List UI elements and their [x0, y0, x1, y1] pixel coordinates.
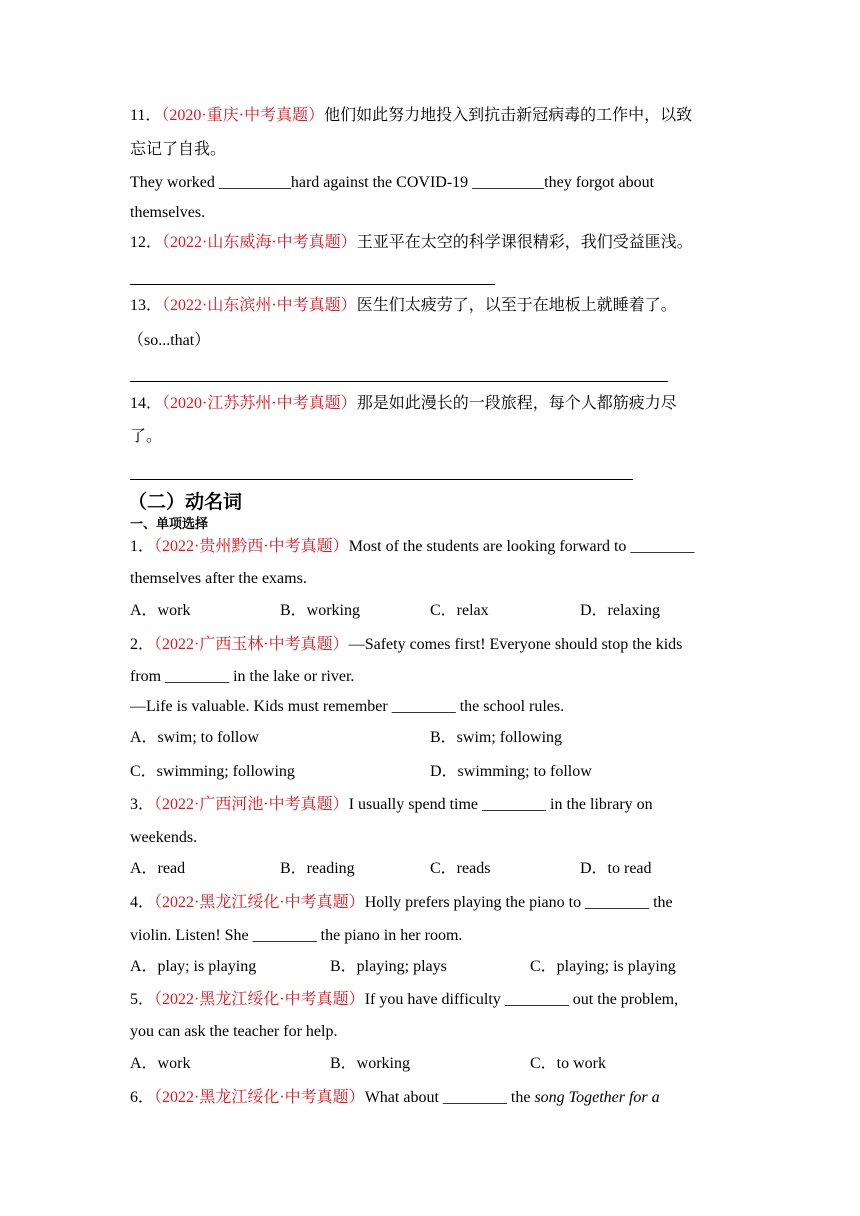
- question-text: —Safety comes first! Everyone should stop the kids: [348, 636, 683, 653]
- option-b[interactable]: B．reading: [280, 860, 355, 877]
- question-14-line2: 了。: [130, 428, 163, 445]
- question-14: [130, 394, 677, 414]
- question-number: 5．: [130, 991, 155, 1008]
- option-b[interactable]: B．playing; plays: [330, 958, 447, 975]
- answer-line: [130, 381, 668, 382]
- question-number: 2．: [130, 636, 155, 653]
- option-a[interactable]: A．play; is playing: [130, 958, 257, 975]
- question-source: （2020·重庆·中考真题）: [161, 107, 325, 124]
- option-a[interactable]: A．work: [130, 1055, 191, 1072]
- question-number: 14．: [130, 395, 163, 412]
- question-12: [130, 233, 693, 253]
- question-text: Most of the students are looking forward to ________: [348, 538, 695, 555]
- question-source: （2022·广西玉林·中考真题）: [154, 636, 349, 653]
- question-source: （2022·山东威海·中考真题）: [162, 234, 357, 251]
- mc-question-4-line2: violin. Listen! She ________ the piano in her room.: [130, 927, 463, 944]
- question-number: 11．: [130, 107, 162, 124]
- question-text: Holly prefers playing the piano to ________ the: [364, 894, 673, 911]
- mc-question-2-line2: from ________ in the lake or river.: [130, 668, 355, 685]
- question-text: 医生们太疲劳了，以至于在地板上就睡着了。: [356, 297, 677, 314]
- option-d[interactable]: D．relaxing: [580, 602, 660, 619]
- subsection-title: 一、单项选择: [130, 517, 209, 532]
- question-text: 他们如此努力地投入到抗击新冠病毒的工作中，以致: [324, 107, 693, 124]
- question-source: （2022·黑龙江绥化·中考真题）: [154, 991, 365, 1008]
- question-number: 6．: [130, 1089, 155, 1106]
- option-c[interactable]: C．swimming; following: [130, 763, 295, 780]
- option-a[interactable]: A．read: [130, 860, 186, 877]
- mc-question-1: [130, 537, 694, 557]
- question-number: 13．: [130, 297, 163, 314]
- option-d[interactable]: D．to read: [580, 860, 652, 877]
- question-source: （2022·山东滨州·中考真题）: [162, 297, 357, 314]
- question-number: 1．: [130, 538, 155, 555]
- mc-question-5: [130, 990, 678, 1010]
- mc-question-3: [130, 795, 653, 815]
- mc-question-2: [130, 635, 682, 655]
- mc-question-2-line3: —Life is valuable. Kids must remember ________ the school rules.: [130, 698, 565, 715]
- question-13: [130, 296, 677, 316]
- question-11: [130, 106, 692, 126]
- question-13-hint: （so...that）: [128, 332, 211, 349]
- question-number: 3．: [130, 796, 155, 813]
- option-a[interactable]: A．swim; to follow: [130, 729, 259, 746]
- answer-line: [130, 479, 633, 480]
- mc-question-5-line2: you can ask the teacher for help.: [130, 1023, 338, 1040]
- question-number: 4．: [130, 894, 155, 911]
- option-c[interactable]: C．playing; is playing: [530, 958, 676, 975]
- question-source: （2022·贵州黔西·中考真题）: [154, 538, 349, 555]
- song-title: song Together for a: [534, 1089, 660, 1106]
- option-a[interactable]: A．work: [130, 602, 191, 619]
- mc-question-1-line2: themselves after the exams.: [130, 570, 307, 587]
- option-c[interactable]: C．relax: [430, 602, 489, 619]
- question-source: （2022·黑龙江绥化·中考真题）: [154, 1089, 365, 1106]
- question-source: （2022·黑龙江绥化·中考真题）: [154, 894, 365, 911]
- question-text: If you have difficulty ________ out the problem,: [364, 991, 679, 1008]
- question-text: I usually spend time ________ in the library on: [348, 796, 653, 813]
- option-b[interactable]: B．swim; following: [430, 729, 563, 746]
- mc-question-3-line2: weekends.: [130, 829, 198, 846]
- section-title: （二）动名词: [128, 491, 243, 513]
- option-b[interactable]: B．working: [280, 602, 361, 619]
- question-text: What about ________ the: [364, 1089, 535, 1106]
- option-c[interactable]: C．reads: [430, 860, 491, 877]
- mc-question-4: [130, 893, 673, 913]
- option-b[interactable]: B．working: [330, 1055, 411, 1072]
- question-11-line2: 忘记了自我。: [130, 141, 227, 158]
- question-11-line4: themselves.: [130, 204, 206, 221]
- question-number: 12．: [130, 234, 163, 251]
- question-source: （2020·江苏苏州·中考真题）: [162, 395, 357, 412]
- question-text: 那是如此漫长的一段旅程，每个人都筋疲力尽: [356, 395, 677, 412]
- option-c[interactable]: C．to work: [530, 1055, 607, 1072]
- mc-question-6: [130, 1088, 660, 1108]
- question-source: （2022·广西河池·中考真题）: [154, 796, 349, 813]
- question-text: 王亚平在太空的科学课很精彩，我们受益匪浅。: [356, 234, 693, 251]
- question-11-line3: They worked _________hard against the COVID-19 _________they forgot about: [130, 174, 655, 191]
- answer-line: [130, 284, 495, 285]
- option-d[interactable]: D．swimming; to follow: [430, 763, 592, 780]
